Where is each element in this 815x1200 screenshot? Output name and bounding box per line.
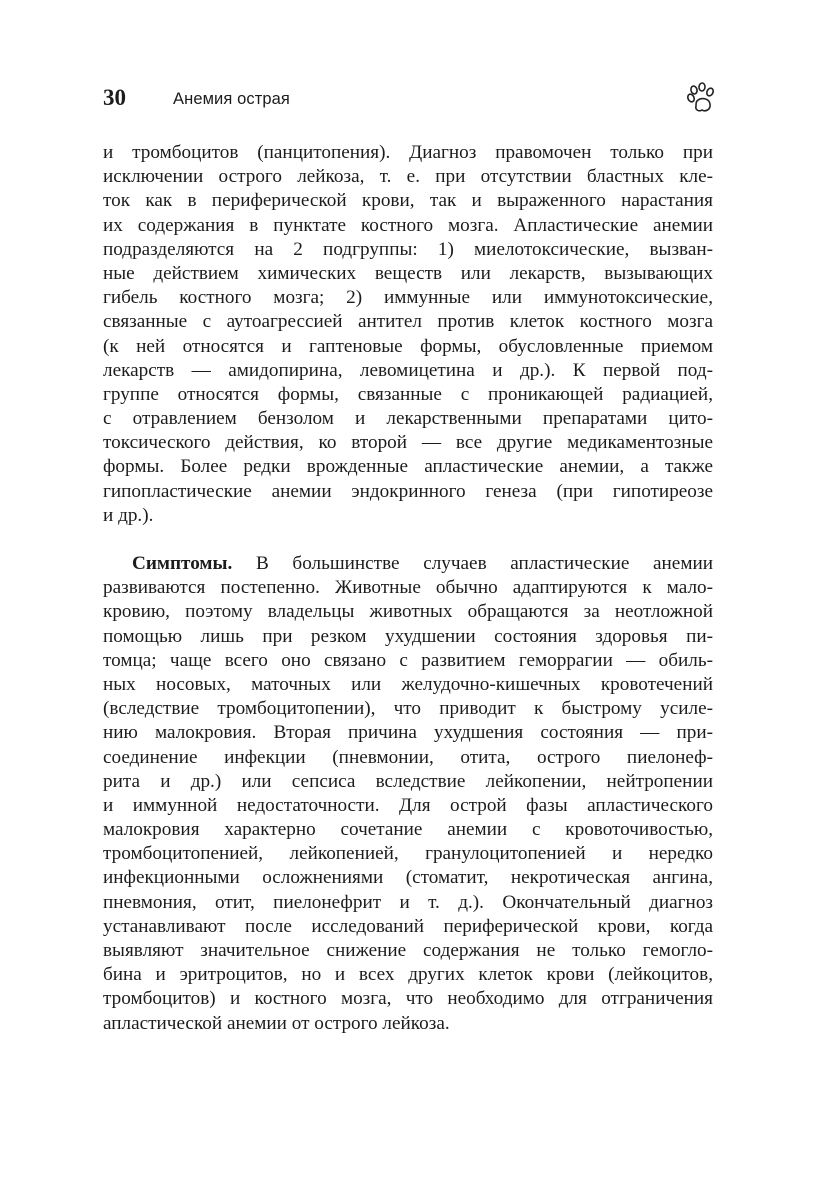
running-title: Анемия острая (173, 90, 290, 108)
text-line: пневмония, отит, пиелонефрит и т. д.). Окончательный диагноз (103, 891, 713, 913)
section-heading-symptoms: Симптомы. (132, 553, 233, 574)
text-line: формы. Более редки врожденные апластические анемии, а также (103, 456, 713, 478)
text-line: помощью лишь при резком ухудшении состояния здоровья пи- (103, 625, 713, 647)
text-line: апластической анемии от острого лейкоза. (103, 1012, 450, 1034)
text-line: тромбоцитопенией, лейкопенией, гранулоцитопенией и нередко (103, 843, 713, 865)
text-line: малокровия характерно сочетание анемии с кровоточивостью, (103, 819, 713, 841)
text-line: ных носовых, маточных или желудочно-кишечных кровотечений (103, 673, 713, 695)
text-line: развиваются постепенно. Животные обычно адаптируются к мало- (103, 577, 713, 599)
text-line: томца; чаще всего оно связано с развитием геморрагии — обиль- (103, 649, 713, 671)
text-line: и тромбоцитов (панцитопения). Диагноз правомочен только при (103, 142, 713, 163)
text-line-first (103, 552, 713, 576)
page-header (103, 82, 719, 114)
text-line: токсического действия, ко второй — все другие медикаментозные (103, 432, 713, 454)
text-line: (к ней относятся и гаптеновые формы, обусловленные приемом (103, 335, 713, 357)
first-line-text: В большинстве случаев апластические анемии (232, 553, 713, 574)
body-text (103, 141, 713, 1036)
text-line: лекарств — амидопирина, левомицетина и др.). К первой под- (103, 359, 713, 381)
text-line: группе относятся формы, связанные с проникающей радиацией, (103, 383, 713, 405)
text-line: их содержания в пунктате костного мозга. Апластические анемии (103, 214, 713, 236)
text-line: и др.). (103, 504, 154, 526)
text-line: связанные с аутоагрессией антител против клеток костного мозга (103, 311, 713, 333)
text-line: рита и др.) или сепсиса вследствие лейкопении, нейтропении (103, 770, 713, 792)
paw-print-icon (683, 82, 717, 114)
text-line: соединение инфекции (пневмонии, отита, острого пиелонеф- (103, 746, 713, 768)
text-line: гибель костного мозга; 2) иммунные или иммунотоксические, (103, 287, 713, 309)
text-line: ные действием химических веществ или лекарств, вызывающих (103, 262, 713, 284)
page-number: 30 (103, 85, 126, 110)
text-line: устанавливают после исследований периферической крови, когда (103, 915, 713, 937)
text-line: кровию, поэтому владельцы животных обращаются за неотложной (103, 601, 713, 623)
text-line: подразделяются на 2 подгруппы: 1) миелотоксические, вызван- (103, 238, 713, 260)
text-line: и иммунной недостаточности. Для острой фазы апластического (103, 794, 713, 816)
text-line: бина и эритроцитов, но и всех других клеток крови (лейкоцитов, (103, 964, 713, 986)
text-line: выявляют значительное снижение содержания не только гемогло- (103, 940, 713, 961)
text-line: нию малокровия. Вторая причина ухудшения состояния — при- (103, 722, 713, 744)
text-line: исключении острого лейкоза, т. е. при отсутствии бластных кле- (103, 166, 713, 188)
paragraph-1 (103, 141, 713, 528)
text-line: тромбоцитов) и костного мозга, что необходимо для отграничения (103, 988, 713, 1010)
paragraph-2 (103, 552, 713, 1036)
text-line: с отравлением бензолом и лекарственными препаратами цито- (103, 408, 713, 430)
text-line: инфекционными осложнениями (стоматит, некротическая ангина, (103, 867, 713, 889)
paragraph-spacer (103, 528, 713, 552)
text-line: гипопластические анемии эндокринного генеза (при гипотиреозе (103, 480, 713, 502)
text-line: ток как в периферической крови, так и выраженного нарастания (103, 190, 713, 212)
text-line: (вследствие тромбоцитопении), что приводит к быстрому усиле- (103, 698, 713, 720)
